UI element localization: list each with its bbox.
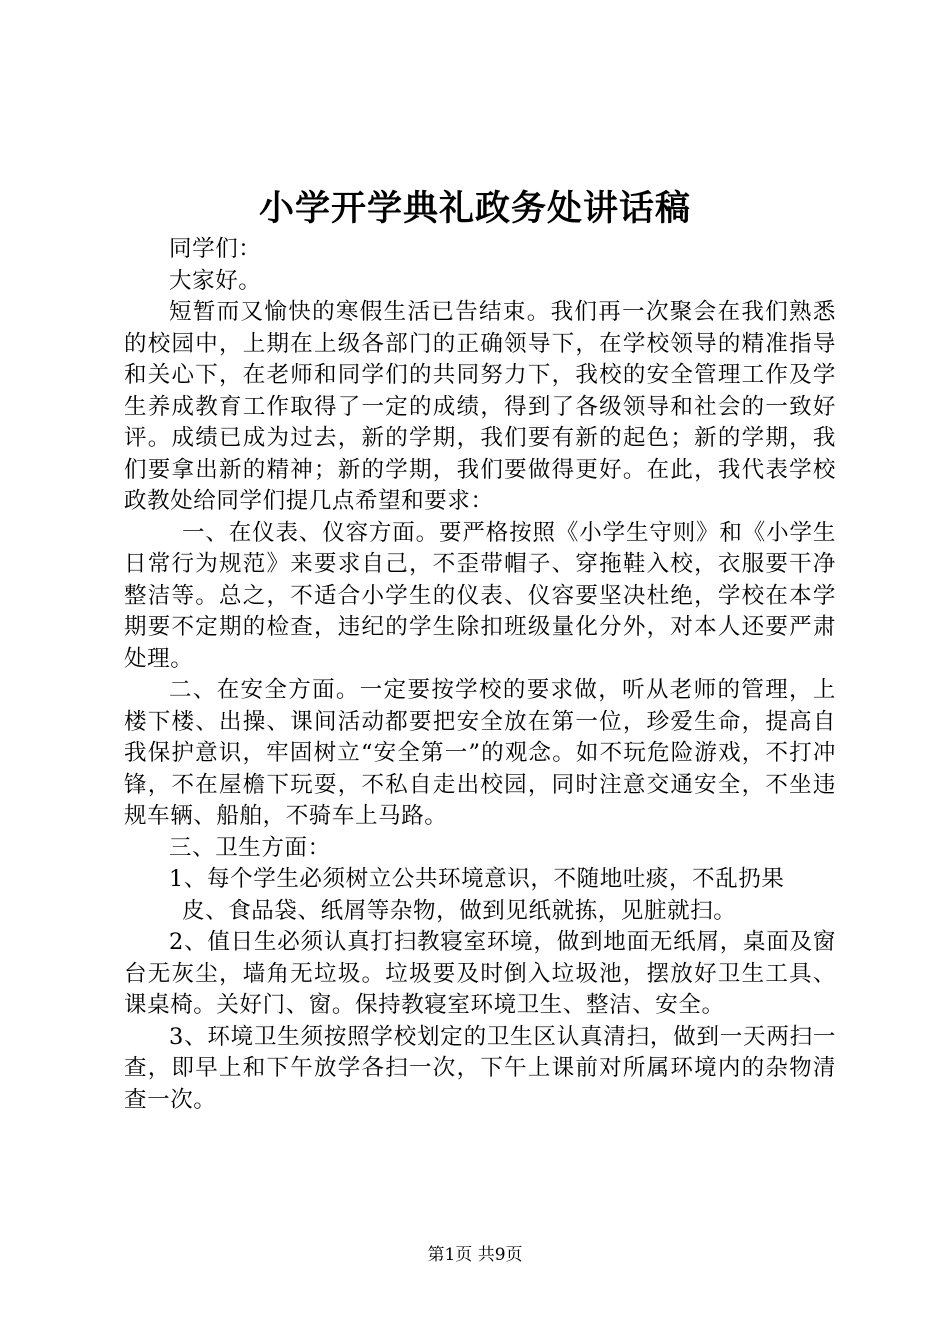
document-body: [124, 234, 836, 1116]
hygiene-section-heading: 三、卫生方面：: [169, 834, 331, 861]
greeting-paragraph: 同学们：: [169, 236, 262, 262]
page-footer: 第1页 共9页: [427, 1245, 523, 1265]
document-title: 小学开学典礼政务处讲话稿: [258, 188, 691, 229]
salutation-paragraph: 大家好。: [169, 267, 262, 294]
hygiene-item-1-continuation: 皮、食品袋、纸屑等杂物，做到见纸就拣，见脏就扫。: [182, 897, 737, 924]
hygiene-item-3-paragraph: 3、环境卫生须按照学校划定的卫生区认真清扫，做到一天两扫一查，即早上和下午放学各扫一次，下午上课前对所属环境内的杂物清查一次。: [124, 1023, 836, 1113]
safety-section-paragraph: 二、在安全方面。一定要按学校的要求做，听从老师的管理，上楼下楼、出操、课间活动都要把安全放在第一位，珍爱生命，提高自我保护意识，牢固树立“安全第一”的观念。如不玩危险游戏，不打冲锋，不在屋檐下玩耍，不私自走出校园，同时注意交通安全，不坐违规车辆、船舶，不骑车上马路。: [124, 677, 836, 829]
hygiene-item-1-paragraph: 1、每个学生必须树立公共环境意识，不随地吐痰，不乱扔果: [169, 866, 785, 892]
intro-paragraph: 短暂而又愉快的寒假生活已告结束。我们再一次聚会在我们熟悉的校园中，上期在上级各部门的正确领导下，在学校领导的精准指导和关心下，在老师和同学们的共同努力下，我校的安全管理工作及学生养成教育工作取得了一定的成绩，得到了各级领导和社会的一致好评。成绩已成为过去，新的学期，我们要有新的起色；新的学期，我们要拿出新的精神；新的学期，我们要做得更好。在此，我代表学校政教处给同学们提几点希望和要求：: [124, 299, 836, 514]
hygiene-item-2-paragraph: 2、值日生必须认真打扫教寝室环境，做到地面无纸屑，桌面及窗台无灰尘，墙角无垃圾。垃圾要及时倒入垃圾池，摆放好卫生工具、课桌椅。关好门、窗。保持教寝室环境卫生、整洁、安全。: [124, 929, 836, 1018]
appearance-section-paragraph: 一、在仪表、仪容方面。要严格按照《小学生守则》和《小学生日常行为规范》来要求自己，不歪带帽子、穿拖鞋入校，衣服要干净整洁等。总之，不适合小学生的仪表、仪容要坚决杜绝，学校在本学期要不定期的检查，违纪的学生除扣班级量化分外，对本人还要严肃处理。: [124, 519, 836, 672]
